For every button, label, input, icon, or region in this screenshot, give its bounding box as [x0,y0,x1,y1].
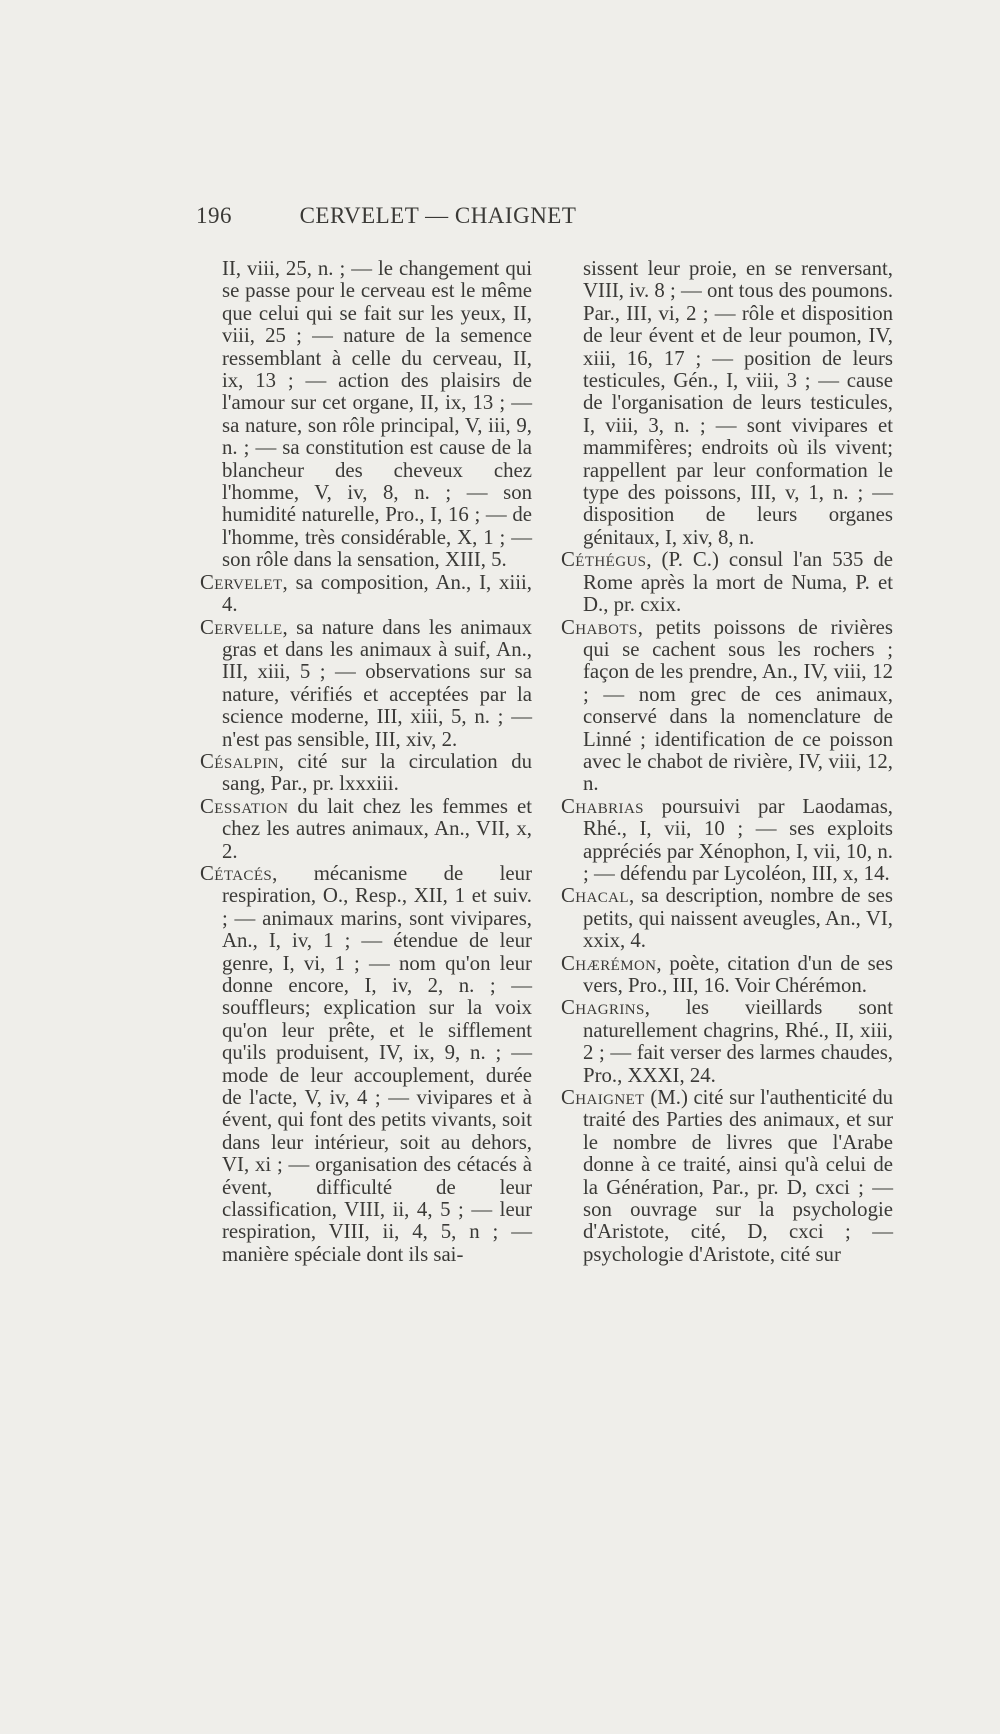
entry-headword: Céthégus [561,548,647,572]
page-number: 196 [196,203,232,228]
entry-text: , (P. C.) consul l'an 535 de Rome après la mort de Numa, P. et D., pr. cxix. [583,548,893,617]
left-column [200,258,532,1266]
index-entry-chabots [561,617,893,796]
entry-headword: Chagrins [561,996,645,1020]
entry-text: (M.) cité sur l'authenticité du traité des Parties des animaux, et sur le nombre de livres que l'Arabe donne à ce traité, ainsi qu'à celui de la Génération, Par., pr. D, cxci ; — son ouvrage sur la psychologie d'Aristote, cité, D, cxci ; — psychologie d'Aristote, cité sur [583,1086,893,1266]
index-entry-chaeremon [561,953,893,998]
index-entry-cessation [200,796,532,863]
index-entry-cethegus [561,549,893,616]
page-header [196,203,680,235]
entry-headword: Césalpin [200,749,279,773]
entry-headword: Cétacés [200,861,273,885]
entry-headword: Cervelet [200,570,283,594]
entry-text: poursuivi par Laodamas, Rhé., I, vii, 10 ; — ses exploits appréciés par Xénophon, I, vii, 10, n. ; — défendu par Lycoléon, III, x, 14. [583,794,893,885]
index-entry-cervelle [200,617,532,751]
running-head: CERVELET — CHAIGNET [299,203,577,228]
index-entry-chagrins [561,997,893,1087]
entry-headword: Cessation [200,794,289,818]
entry-text: , mécanisme de leur respiration, O., Resp., XII, 1 et suiv. ; — animaux marins, sont vivipares, An., I, iv, 1 ; — étendue de leur genre, I, vi, 1 ; — nom qu'on leur donne encore, I, iv, 2, n. ; — souffleurs; explication sur la voix qu'on leur prête, et le sifflement qu'ils produisent, IV, ix, 9, n. ; — mode de leur accouplement, durée de l'acte, V, iv, 4 ; — vivipares et à évent, qui font des petits vivants, soit dans leur intérieur, soit au dehors, VI, xi ; — organisation des cétacés à évent, difficulté de leur classification, VIII, ii, 4, 5 ; — leur respiration, VIII, ii, 4, 5, n ; — manière spéciale dont ils sai- [222,861,532,1266]
index-entry-chabrias [561,796,893,886]
entry-text: , les vieillards sont naturellement chagrins, Rhé., II, xiii, 2 ; — fait verser des larmes chaudes, Pro., XXXI, 24. [583,996,893,1087]
entry-headword: Chaignet [561,1086,645,1110]
index-entry-cesalpin [200,751,532,796]
right-column [561,258,893,1266]
entry-text: du lait chez les femmes et chez les autres animaux, An., VII, x, 2. [222,794,532,863]
index-entry-cervelet [200,572,532,617]
entry-text: , poète, citation d'un de ses vers, Pro., III, 16. Voir Chérémon. [583,951,893,997]
entry-headword: Chærémon [561,951,657,975]
entry-text: , sa composition, An., I, xiii, 4. [222,570,532,617]
entry-headword: Chabrias [561,794,644,818]
index-entry-chacal [561,885,893,952]
index-entry-continuation: sissent leur proie, en se renversant, VIII, iv. 8 ; — ont tous des poumons. Par., III, vi, 2 ; — rôle et disposition de leur évent et de leur poumon, IV, xiii, 16, 17 ; — position de leurs testicules, Gén., I, viii, 3 ; — cause de l'organisation de leurs testicules, I, viii, 3, n. ; — sont vivipares et mammifères; endroits où ils vivent; rappellent par leur conformation le type des poissons, III, v, 1, n. ; — disposition de leurs organes génitaux, I, xiv, 8, n. [583,257,894,549]
index-entry-cetaces [200,863,532,1266]
entry-text: , cité sur la circulation du sang, Par., pr. lxxxiii. [222,749,532,796]
entry-text: , sa nature dans les animaux gras et dans les animaux à suif, An., III, xiii, 5 ; — observations sur sa nature, vérifiés et acceptées par la science moderne, III, xiii, 5, n. ; — n'est pas sensible, III, xiv, 2. [222,615,532,751]
index-entry-chaignet [561,1087,893,1266]
index-entry-continuation: II, viii, 25, n. ; — le changement qui se passe pour le cerveau est le même que celui qui se fait sur les yeux, II, viii, 25 ; — nature de la semence ressemblant à celle du cerveau, II, ix, 13 ; — action des plaisirs de l'amour sur cet organe, II, ix, 13 ; — sa nature, son rôle principal, V, iii, 9, n. ; — sa constitution est cause de la blancheur des cheveux chez l'homme, V, iv, 8, n. ; — son humidité naturelle, Pro., I, 16 ; — de l'homme, très considérable, X, 1 ; — son rôle dans la sensation, XIII, 5. [222,257,532,572]
entry-text: , petits poissons de rivières qui se cachent sous les rochers ; façon de les prendre, An., IV, viii, 12 ; — nom grec de ces animaux, conservé dans la nomenclature de Linné ; identification de ce poisson avec le chabot de rivière, IV, viii, 12, n. [583,615,893,796]
entry-headword: Chacal [561,884,629,908]
entry-headword: Chabots [561,615,638,639]
entry-text: , sa description, nombre de ses petits, qui naissent aveugles, An., VI, xxix, 4. [583,884,893,953]
entry-headword: Cervelle [200,615,283,639]
